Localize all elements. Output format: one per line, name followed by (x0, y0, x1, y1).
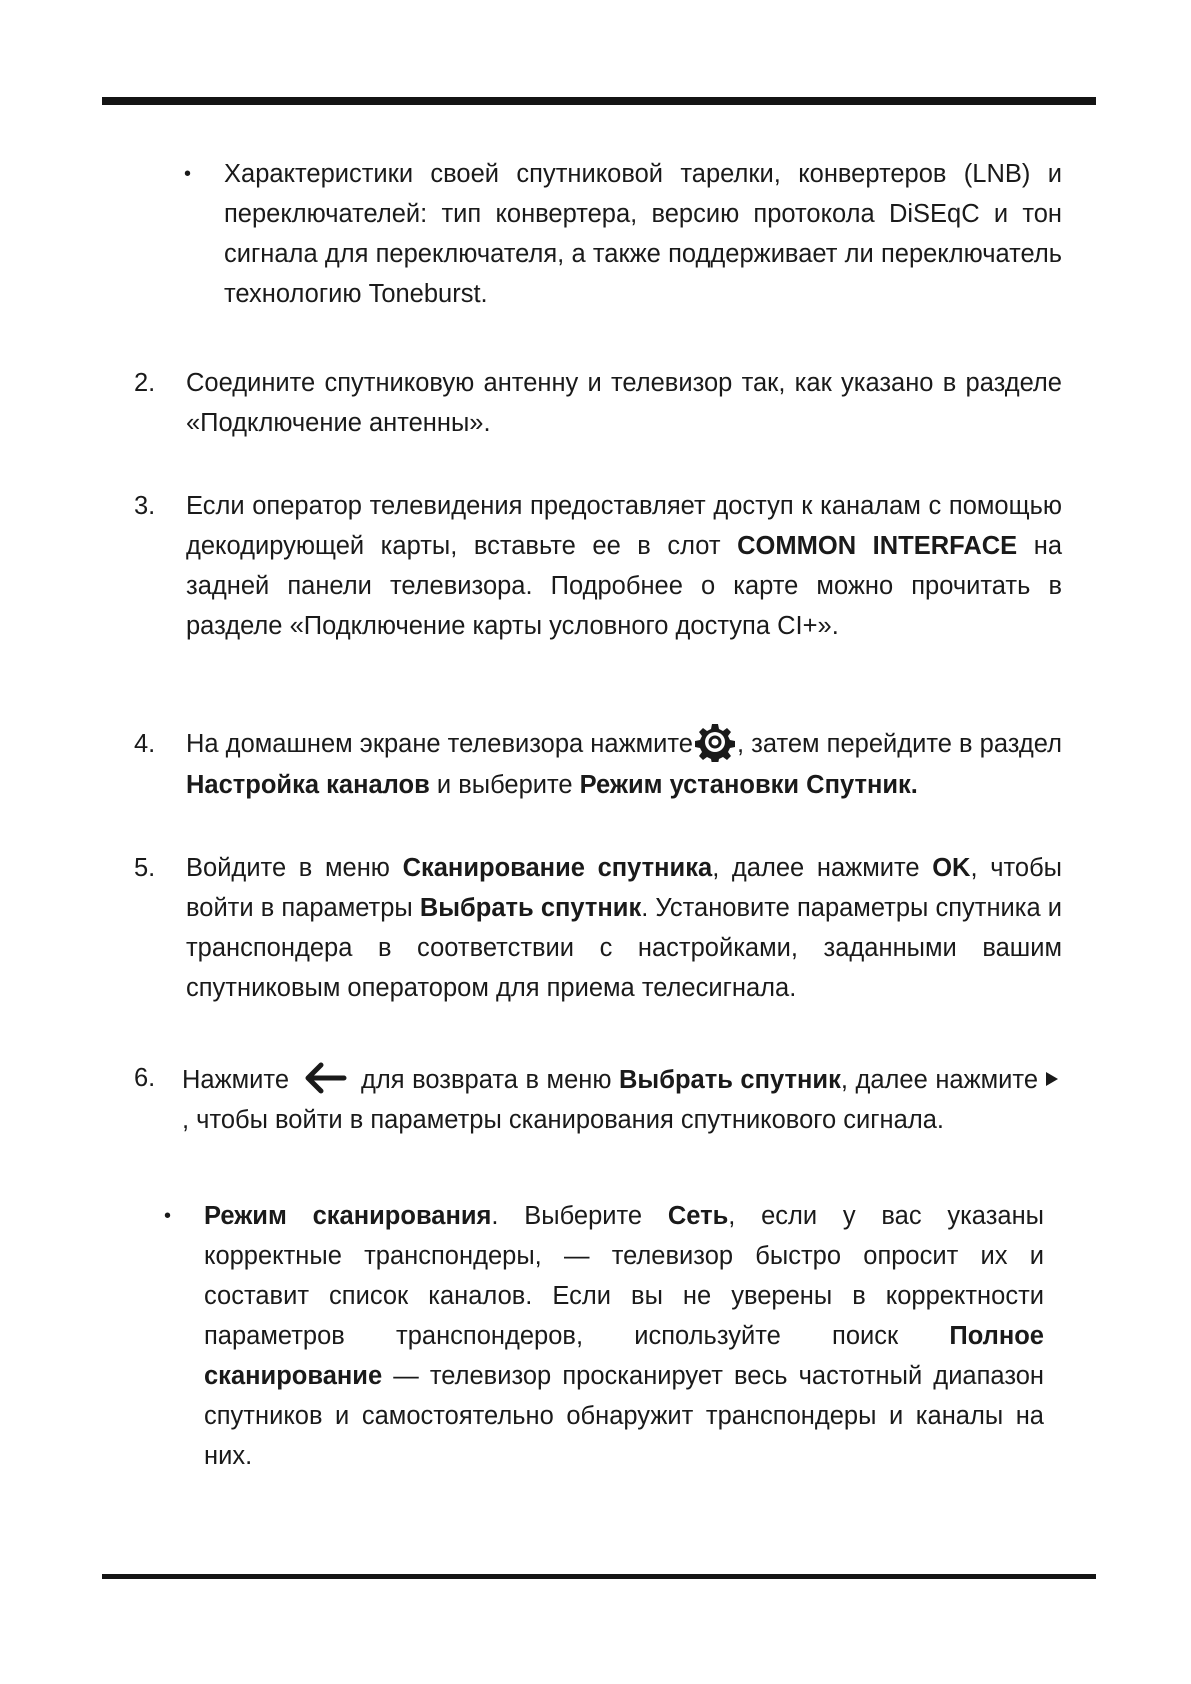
bullet-marker: • (184, 163, 192, 185)
top-bullet-text: Характеристики своей спутниковой тарелки, конвертеров (LNB) и переключателей: тип конвертера, версию протокола DiSEqC и тон сигнала для переключателя, а также поддерживает ли переключатель технологию Toneburst. (224, 160, 1062, 308)
step-3-text: Если оператор телевидения предоставляет доступ к каналам с помощью декодирующей карты, вставьте ее в слот COMMON INTERFACE на задней панели телевизора. Подробнее о карте можно прочитать в разделе «Подключение карты условного доступа CI+». (186, 492, 1062, 640)
step-6-text: Нажмите для возврата в меню Выбрать спутник, далее нажмите, чтобы войти в параметры сканирования спутникового сигнала. (182, 1060, 1062, 1140)
back-arrow-icon (303, 1061, 347, 1095)
play-right-icon (1044, 1071, 1060, 1087)
bullet-marker: • (164, 1205, 172, 1227)
step-number: 2. (134, 369, 156, 397)
step-number: 5. (134, 854, 156, 882)
gear-icon (695, 722, 735, 762)
step-number: 4. (134, 730, 156, 758)
step-5-text: Войдите в меню Сканирование спутника, далее нажмите OK, чтобы войти в параметры Выбрать спутник. Установите параметры спутника и транспондера в соответствии с настройками, заданными вашим спутниковым оператором для приема телесигнала. (186, 854, 1063, 1002)
bottom-rule (102, 1574, 1096, 1579)
step-number: 6. (134, 1064, 156, 1092)
step-2-text: Соедините спутниковую антенну и телевизор так, как указано в разделе «Подключение антенны». (186, 369, 1062, 437)
top-rule (102, 97, 1096, 105)
bottom-bullet-text: Режим сканирования. Выберите Сеть, если у вас указаны корректные транспондеры, — телевизор быстро опросит их и составит список каналов. Если вы не уверены в корректности параметров транспондеров, используйте поиск Полное сканирование — телевизор просканирует весь частотный диапазон спутников и самостоятельно обнаружит транспондеры и каналы на них. (204, 1202, 1044, 1470)
step-number: 3. (134, 492, 156, 520)
step-4-text: На домашнем экране телевизора нажмите , затем перейдите в раздел Настройка каналов и выберите Режим установки Спутник. (186, 724, 1062, 805)
